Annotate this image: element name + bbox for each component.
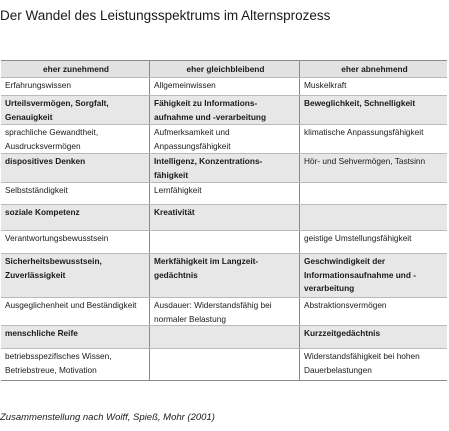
table-cell-increasing: Sicherheitsbewusstsein, Zuverlässigkeit bbox=[5, 256, 102, 280]
table-cell-decreasing bbox=[299, 183, 447, 204]
source-caption: Zusammenstellung nach Wolff, Spieß, Mohr (2001) bbox=[0, 412, 215, 423]
table-row bbox=[1, 349, 447, 380]
table-row bbox=[1, 183, 447, 205]
table-cell-decreasing: Hör- und Sehvermögen, Tastsinn bbox=[299, 154, 447, 182]
table-cell-constant: Allgemeinwissen bbox=[149, 78, 299, 95]
table-row bbox=[1, 125, 447, 154]
header-constant: eher gleichbleibend bbox=[149, 61, 299, 77]
table-cell-decreasing: klimatische Anpassungsfähigkeit bbox=[299, 125, 447, 153]
table-cell-constant: Lernfähigkeit bbox=[149, 183, 299, 204]
table-row bbox=[1, 254, 447, 298]
table-cell-increasing: sprachliche Gewandtheit, Ausdrucksvermögen bbox=[5, 127, 99, 151]
table-cell-decreasing: Beweglichkeit, Schnelligkeit bbox=[299, 96, 447, 124]
table-cell-decreasing: Abstraktionsvermögen bbox=[299, 298, 447, 325]
table-row bbox=[1, 78, 447, 96]
table-row bbox=[1, 326, 447, 349]
table-cell-constant: Fähigkeit zu Informations- aufnahme und -verarbeitung bbox=[149, 96, 299, 124]
header-increasing: eher zunehmend bbox=[43, 64, 109, 74]
header-decreasing: eher abnehmend bbox=[299, 61, 447, 77]
table-cell-decreasing: Geschwindigkeit der Informationsaufnahme und -verarbeitung bbox=[299, 254, 447, 297]
table-row bbox=[1, 96, 447, 125]
table-cell-increasing: menschliche Reife bbox=[5, 328, 78, 338]
table-cell-constant: Merkfähigkeit im Langzeit- gedächtnis bbox=[149, 254, 299, 297]
table-cell-constant: Intelligenz, Konzentrations- fähigkeit bbox=[149, 154, 299, 182]
table-cell-constant: Ausdauer: Widerstandsfähig bei normaler Belastung bbox=[149, 298, 299, 325]
table-cell-constant: Kreativität bbox=[149, 205, 299, 230]
table-cell-decreasing: Kurzzeitgedächtnis bbox=[299, 326, 447, 348]
table-cell-constant: Aufmerksamkeit und Anpassungsfähigkeit bbox=[149, 125, 299, 153]
table-cell-increasing: Urteilsvermögen, Sorgfalt, Genauigkeit bbox=[5, 98, 109, 122]
table-cell-increasing: Selbstständigkeit bbox=[5, 185, 68, 195]
comparison-table bbox=[1, 60, 447, 381]
table-cell-decreasing: Widerstandsfähigkeit bei hohen Dauerbelastungen bbox=[299, 349, 447, 380]
table-cell-decreasing: geistige Umstellungsfähigkeit bbox=[299, 231, 447, 253]
table-cell-increasing: dispositives Denken bbox=[5, 156, 86, 166]
table-header-row bbox=[1, 61, 447, 78]
table-cell-increasing: Ausgeglichenheit und Beständigkeit bbox=[5, 300, 137, 310]
table-cell-increasing: Verantwortungsbewusstsein bbox=[5, 233, 109, 243]
table-cell-increasing: betriebsspezifisches Wissen, Betriebstreue, Motivation bbox=[5, 351, 112, 375]
table-row bbox=[1, 298, 447, 326]
table-cell-decreasing bbox=[299, 205, 447, 230]
table-cell-increasing: Erfahrungswissen bbox=[5, 80, 71, 90]
table-cell-increasing: soziale Kompetenz bbox=[5, 207, 80, 217]
table-cell-decreasing: Muskelkraft bbox=[299, 78, 447, 95]
table-row bbox=[1, 205, 447, 231]
table-row bbox=[1, 231, 447, 254]
table-row bbox=[1, 154, 447, 183]
table-cell-constant bbox=[149, 231, 299, 253]
table-cell-constant bbox=[149, 326, 299, 348]
table-cell-constant bbox=[149, 349, 299, 380]
page-title: Der Wandel des Leistungsspektrums im Alternsprozess bbox=[0, 8, 331, 23]
